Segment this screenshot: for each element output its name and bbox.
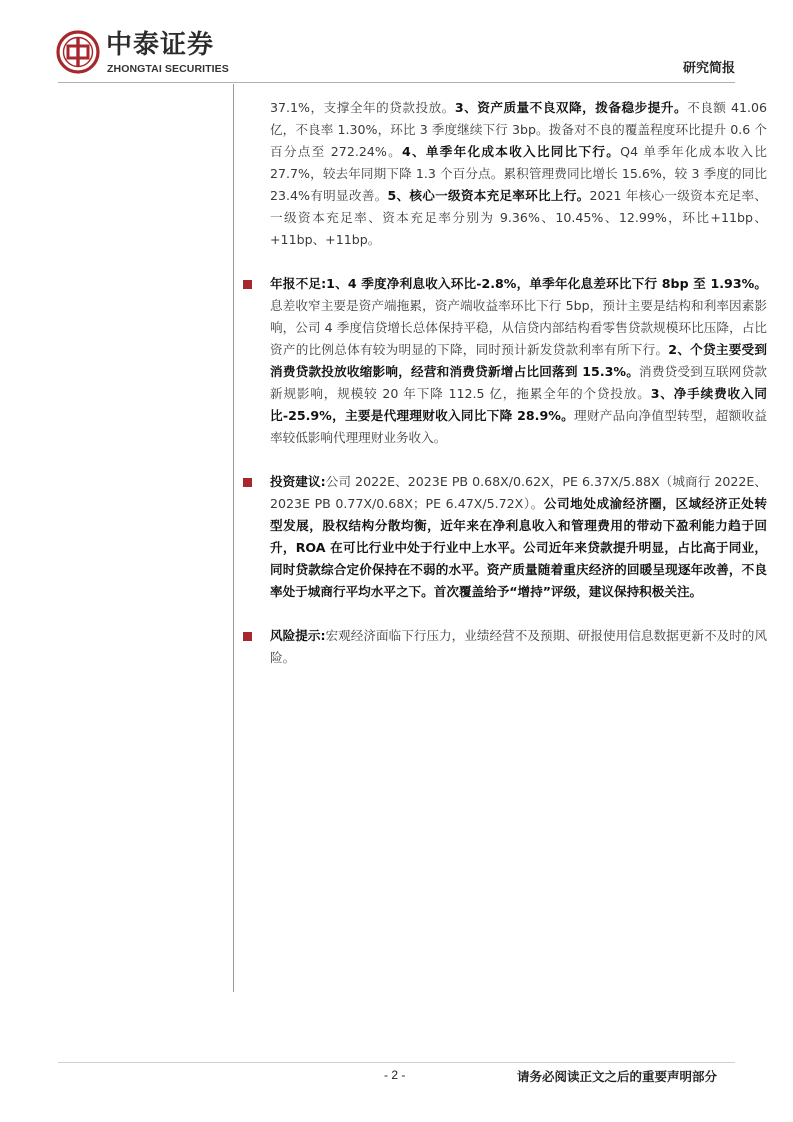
text: 理财产品向净值型转型，超额收益率较低影响代理理财业务收入。: [270, 408, 768, 445]
bold-text: 风险提示:: [270, 628, 326, 643]
bold-text: 2、个贷主要受到消费贷款投放收缩影响，经营和消费贷新增占比回落到 15.3%。: [270, 342, 767, 379]
column-divider: [233, 84, 234, 992]
bold-text: 5、核心一级资本充足率环比上行。: [387, 188, 590, 203]
page-number: - 2 -: [384, 1068, 406, 1082]
section-annual-highlights-cont: [270, 97, 767, 251]
report-body: [270, 97, 767, 669]
bold-text: 公司地处成渝经济圈，区域经济正处转型发展，股权结构分散均衡，近年来在净利息收入和管理费用的带动下盈利能力趋于回升，ROA 在可比行业中处于行业中上水平。公司近年来贷款提升明显，占比高于同业，同时贷款综合定价保持在不弱的水平。资产质量随着重庆经济的回暖呈现逐年改善，不良率处于城商行平均水平之下。首次覆盖给予“增持”评级，建议保持积极关注。: [270, 496, 767, 599]
section-risk-warning: [270, 625, 767, 669]
footer-divider: [58, 1062, 735, 1063]
page-header: [0, 0, 793, 90]
text: 不良额 41.06 亿，不良率 1.30%，环比 3 季度继续下行 3bp。拨备对不良的覆盖程度环比提升 0.6 个百分点至 272.24%。: [270, 100, 768, 159]
disclaimer-note: 请务必阅读正文之后的重要声明部分: [517, 1069, 718, 1084]
report-type: 研究简报: [682, 61, 735, 76]
text: 2021 年核心一级资本充足率、一级资本充足率、资本充足率分别为 9.36%、10.45%、12.99%，环比+11bp、+11bp、+11bp。: [270, 188, 768, 247]
bold-text: 4、单季年化成本收入比同比下行。: [401, 144, 621, 159]
section-investment-advice: [270, 471, 767, 603]
bold-text: 年报不足:1、4 季度净利息收入环比-2.8%，单季年化息差环比下行 8bp 至 1.93%。: [270, 276, 767, 291]
zhongtai-logo-icon: [56, 30, 100, 74]
bullet-square-icon: [243, 478, 252, 487]
company-name-en: ZHONGTAI SECURITIES: [107, 63, 229, 75]
bold-text: 3、资产质量不良双降，拨备稳步提升。: [454, 100, 688, 115]
text: 公司 2022E、2023E PB 0.68X/0.62X，PE 6.37X/5.88X（城商行 2022E、2023E PB 0.77X/0.68X；PE 6.47X/5.72X）。: [270, 474, 767, 511]
bold-text: 投资建议:: [270, 474, 326, 489]
text: 息差收窄主要是资产端拖累，资产端收益率环比下行 5bp，预计主要是结构和利率因素影响，公司 4 季度信贷增长总体保持平稳，从信贷内部结构看零售贷款规模环比压降，占比资产的比例总体有较为明显的下降，同时预计新发贷款利率有所下行。: [270, 298, 767, 357]
paragraph: [270, 97, 767, 251]
text: 宏观经济面临下行压力，业绩经营不及预期、研报使用信息数据更新不及时的风险。: [270, 628, 767, 665]
bullet-square-icon: [243, 632, 252, 641]
text: 消费贷受到互联网贷款新规影响，规模较 20 年下降 112.5 亿，拖累全年的个贷投放。: [270, 364, 768, 401]
section-annual-shortfalls: [270, 273, 767, 449]
paragraph: [270, 625, 767, 669]
bullet-square-icon: [243, 280, 252, 289]
paragraph: [270, 273, 767, 449]
paragraph: [270, 471, 767, 603]
text: 37.1%，支撑全年的贷款投放。: [270, 100, 455, 115]
bold-text: 3、净手续费收入同比-25.9%，主要是代理理财收入同比下降 28.9%。: [270, 386, 767, 423]
text: Q4 单季年化成本收入比 27.7%，较去年同期下降 1.3 个百分点。累积管理费同比增长 15.6%，较 3 季度的同比 23.4%有明显改善。: [270, 144, 767, 203]
company-name-cn: 中泰证券: [106, 30, 215, 60]
header-divider: [58, 82, 735, 83]
